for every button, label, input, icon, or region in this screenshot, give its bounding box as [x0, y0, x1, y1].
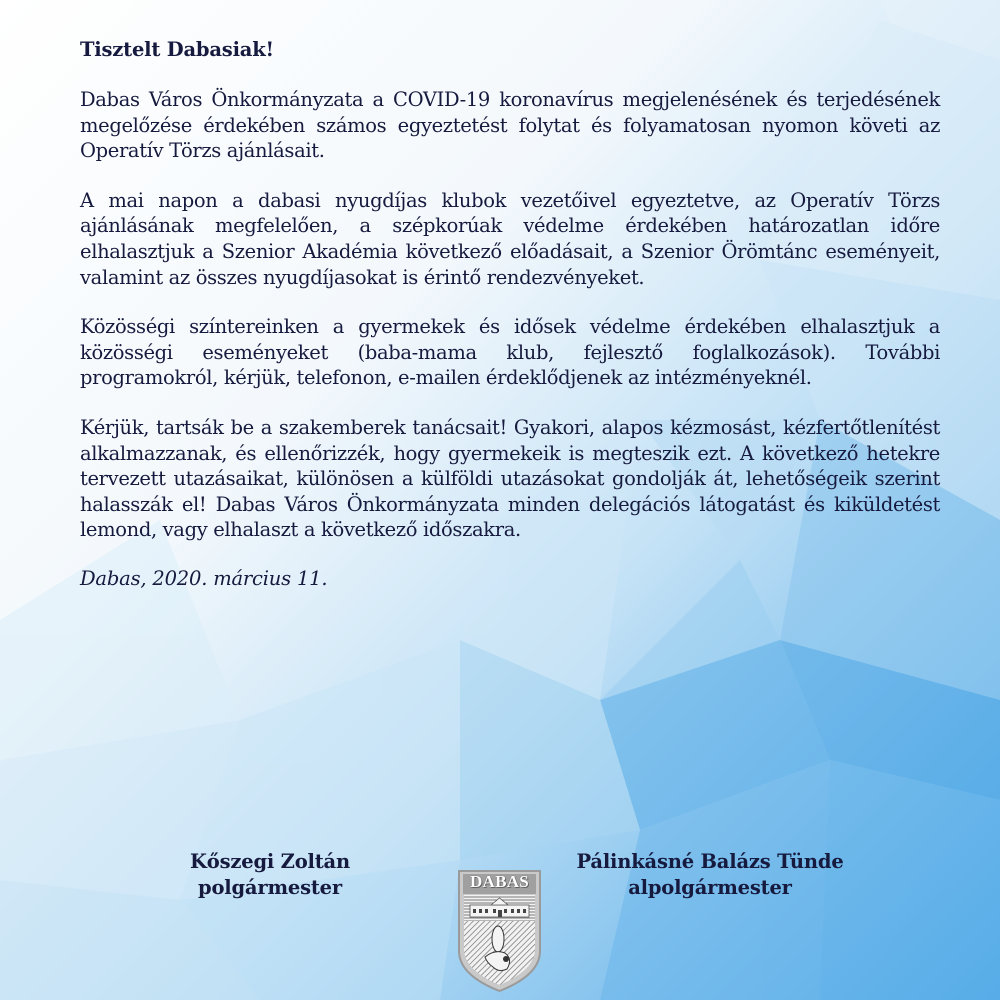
dabas-coat-of-arms-icon	[457, 869, 542, 993]
signature-mayor	[170, 849, 370, 901]
paragraph-1: Dabas Város Önkormányzata a COVID-19 koronavírus megjelenésének és terjedésének megelőzése érdekében számos egyeztetést folytat és folyamatosan nyomon követi az Operatív Törzs ajánlásait.	[80, 88, 940, 163]
signature-title: polgármester	[198, 876, 342, 899]
greeting-heading: Tisztelt Dabasiak!	[80, 38, 274, 61]
signature-title: alpolgármester	[628, 876, 792, 899]
letter-body	[80, 38, 940, 590]
signature-name: Pálinkásné Balázs Tünde	[576, 850, 844, 873]
signature-deputy-mayor	[545, 849, 875, 901]
paragraph-4: Kérjük, tartsák be a szakemberek tanácsait! Gyakori, alapos kézmosást, kézfertőtlenítést alkalmazzanak, és ellenőrizzék, hogy gyermekeik is megteszik ezt. A következő hetekre tervezett utazásaikat, különösen a külföldi utazásokat gondolják át, lehetőségeik szerint halasszák el! Dabas Város Önkormányzata minden delegációs látogatást és kiküldetést lemond, vagy elhalaszt a következő időszakra.	[80, 415, 940, 542]
crest-label: DABAS	[469, 872, 530, 891]
signature-name: Kőszegi Zoltán	[190, 850, 350, 873]
paragraph-2: A mai napon a dabasi nyugdíjas klubok vezetőivel egyeztetve, az Operatív Törzs ajánlásának megfelelően, a szépkorúak védelme érdekében határozatlan időre elhalasztjuk a Szenior Akadémia következő előadásait, a Szenior Örömtánc eseményeit, valamint az összes nyugdíjasokat is érintő rendezvényeket.	[80, 188, 940, 289]
paragraph-3: Közösségi színtereinken a gyermekek és idősek védelme érdekében elhalasztjuk a közösségi eseményeket (baba-mama klub, fejlesztő foglalkozások). További programokról, kérjük, telefonon, e-mailen érdeklődjenek az intézményeknél.	[80, 315, 940, 390]
date-line: Dabas, 2020. március 11.	[80, 566, 328, 590]
